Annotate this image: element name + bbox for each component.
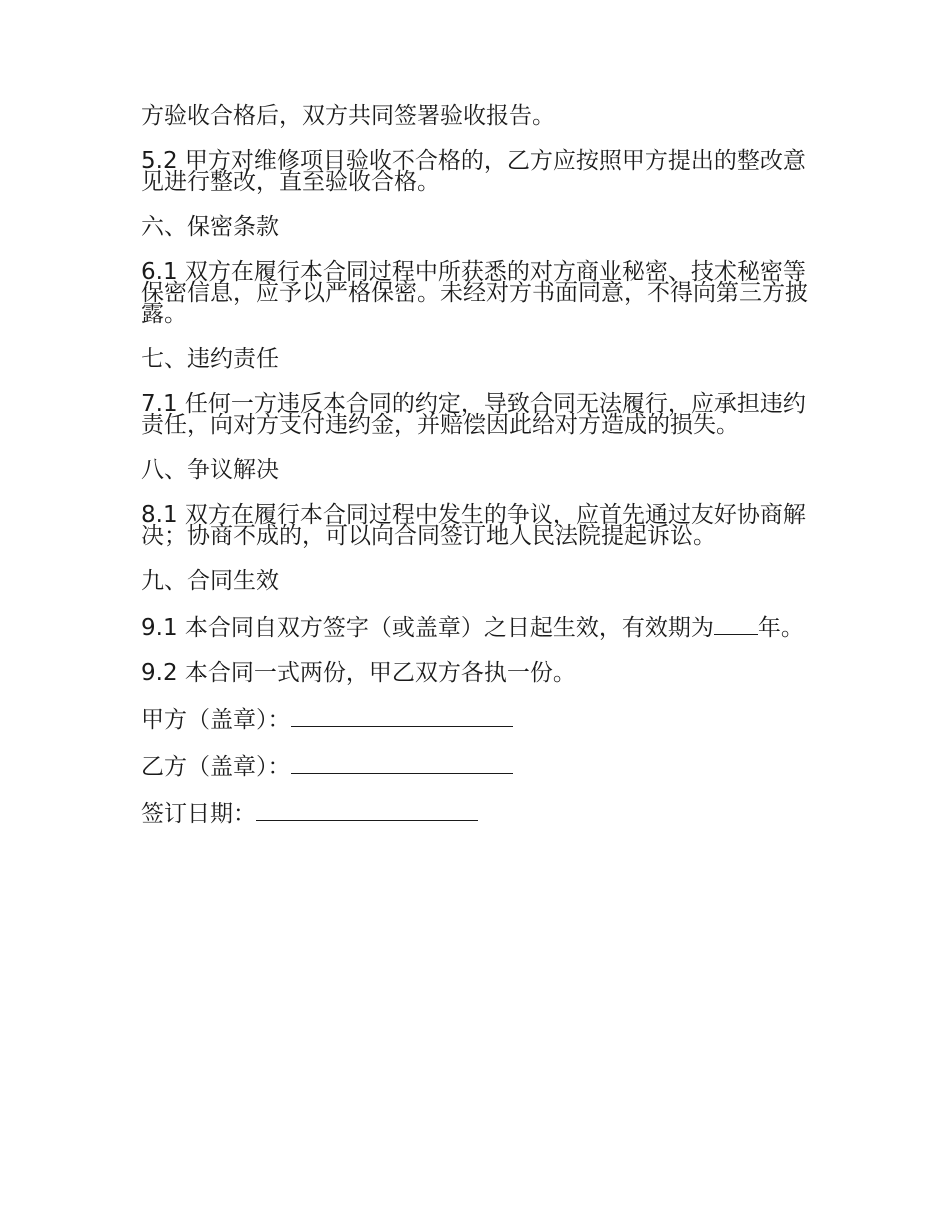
signing-date-blank [256, 802, 478, 821]
section-heading-breach-liability: 七、违约责任 [141, 346, 279, 372]
signing-date-line [141, 800, 811, 825]
party-b-signature-blank [291, 755, 513, 774]
party-a-signature-line [141, 706, 811, 731]
clause-5-2: 5.2 甲方对维修项目验收不合格的，乙方应按照甲方提出的整改意见进行整改，直至验收合格。 [141, 148, 806, 195]
paragraph-acceptance-continued: 方验收合格后，双方共同签署验收报告。 [141, 103, 555, 129]
clause-9-1-suffix: 年。 [757, 615, 804, 641]
clause-6-1: 6.1 双方在履行本合同过程中所获悉的对方商业秘密、技术秘密等保密信息，应予以严格保密。未经对方书面同意，不得向第三方披露。 [141, 259, 808, 327]
party-b-label: 乙方（盖章）： [141, 754, 291, 780]
signing-date-label: 签订日期： [141, 801, 256, 827]
clause-8-1: 8.1 双方在履行本合同过程中发生的争议，应首先通过友好协商解决；协商不成的，可以向合同签订地人民法院提起诉讼。 [141, 502, 806, 549]
section-heading-effectiveness: 九、合同生效 [141, 568, 279, 594]
party-b-signature-line [141, 753, 811, 778]
clause-9-2: 9.2 本合同一式两份，甲乙双方各执一份。 [141, 660, 576, 686]
party-a-signature-blank [291, 708, 513, 727]
clause-9-1-text: 9.1 本合同自双方签字（或盖章）之日起生效，有效期为 [141, 615, 714, 641]
section-heading-dispute-resolution: 八、争议解决 [141, 457, 279, 483]
validity-period-blank [714, 616, 758, 635]
clause-9-1 [141, 614, 811, 639]
contract-body [141, 104, 811, 847]
party-a-label: 甲方（盖章）： [141, 707, 291, 733]
section-heading-confidentiality: 六、保密条款 [141, 214, 279, 240]
clause-7-1: 7.1 任何一方违反本合同的约定，导致合同无法履行，应承担违约责任，向对方支付违约金，并赔偿因此给对方造成的损失。 [141, 391, 806, 438]
